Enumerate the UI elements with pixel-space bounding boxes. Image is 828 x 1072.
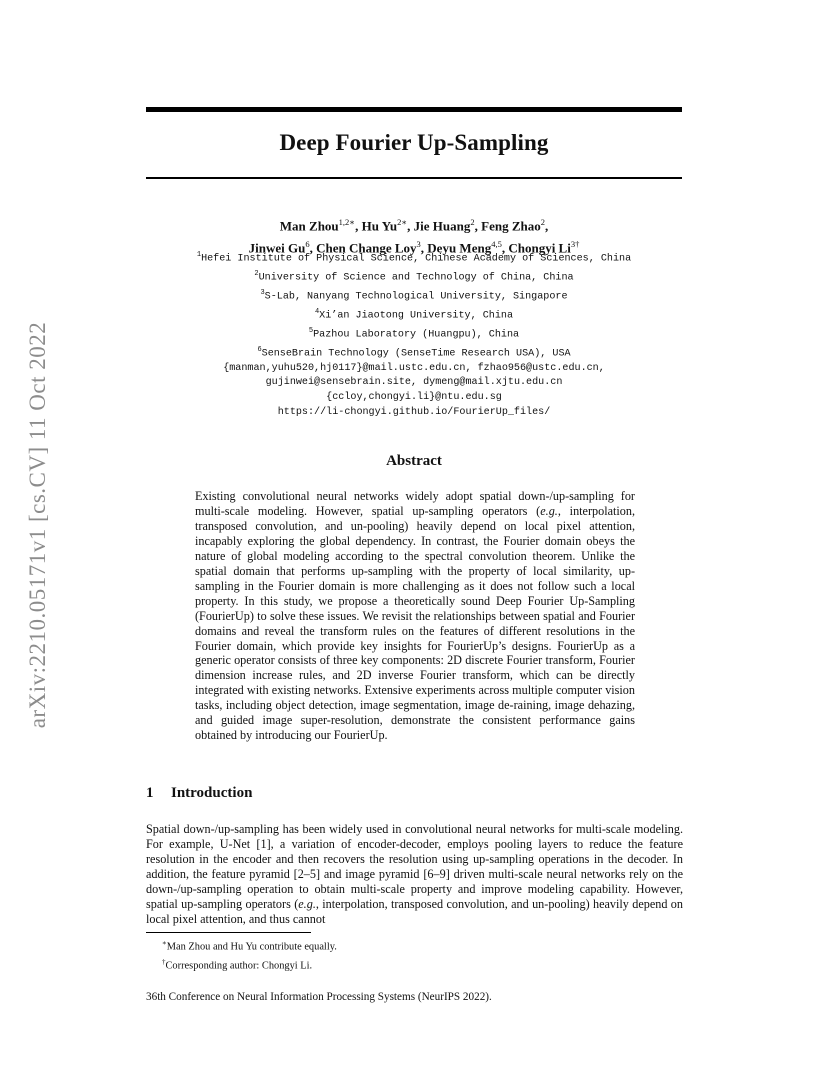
project-url-link[interactable]: https://li-chongyi.github.io/FourierUp_files/ [277, 406, 551, 418]
affiliation-line: $^5$Pazhou Laboratory (Huangpu), China [308, 326, 520, 341]
author-sup: 3 [416, 239, 421, 250]
footnote: ∗Man Zhou and Hu Yu contribute equally. [162, 939, 337, 953]
author-name: Hu Yu [361, 218, 398, 234]
conference-footer: 36th Conference on Neural Information Processing Systems (NeurIPS 2022). [146, 991, 492, 1003]
author-name: Chen Change Loy [316, 240, 417, 256]
affiliation-line: $^2$University of Science and Technology of China, China [254, 269, 574, 284]
affiliation-line: $^3$S-Lab, Nanyang Technological University, Singapore [260, 288, 568, 303]
author-name: Jie Huang [413, 218, 471, 234]
affiliation-block [120, 248, 708, 420]
affiliation-line: $^1$Hefei Institute of Physical Science, Chinese Academy of Sciences, China [196, 251, 632, 265]
author-name: Deyu Meng [427, 240, 492, 256]
email-line: {ccloy,chongyi.li}@ntu.edu.sg [326, 391, 502, 403]
author-sup: 2∗ [397, 217, 408, 227]
author-sup: 2 [540, 217, 545, 227]
author-name: Feng Zhao [481, 218, 541, 234]
title-rule-bottom [146, 177, 682, 179]
abstract-heading: Abstract [386, 453, 442, 469]
author-line-2: Jinwei Gu$^6$, Chen Change Loy$^3$, Deyu Meng$^{4,5}$, Chongyi $Li^{3\dagger}$ [248, 239, 580, 256]
section-number: 1 [146, 785, 154, 801]
author-name: Man Zhou [279, 218, 339, 234]
author-sup: 6 [305, 239, 310, 250]
footnotes [162, 936, 337, 974]
arxiv-identifier: arXiv:2210.05171v1 [cs.CV] 11 Oct 2022 [25, 321, 50, 729]
author-name: Jinwei Gu [248, 240, 306, 256]
section-title: Introduction [171, 785, 253, 801]
affiliation-line: $^4$Xi’an Jiaotong University, China [314, 307, 514, 322]
author-name: Chongyi Li [508, 240, 571, 256]
footnote: †Corresponding author: Chongyi Li. [162, 957, 313, 972]
abstract-text: Existing convolutional neural networks widely adopt spatial down-/up-sampling for multi-scale modeling. However, spatial up-sampling operators (e.g., interpolation, transposed convolution, and un-pooling) heavily depend on local pixel attention, incapably exploring the global dependency. In contrast, the Fourier domain obeys the nature of global modeling according to the spectral convolution theorem. Unlike the spatial domain that performs up-sampling with the property of local similarity, up-sampling in the Fourier domain is more challenging as it does not follow such a local property. In this study, we propose a theoretically sound Deep Fourier Up-Sampling (FourierUp) to solve these issues. We revisit the relationships between spatial and Fourier domains and reveal the transform rules on the features of different resolutions in the Fourier domain, which provide key insights for FourierUp’s designs. FourierUp as a generic operator consists of three key components: 2D discrete Fourier transform, Fourier dimension increase rules, and 2D inverse Fourier transform, which can be directly integrated with existing networks. Extensive experiments across multiple computer vision tasks, including object detection, image segmentation, image de-raining, image dehazing, and guided image super-resolution, demonstrate the consistent performance gains obtained by introducing our FourierUp. [195, 489, 636, 743]
introduction-paragraph: Spatial down-/up-sampling has been widely used in convolutional neural networks for multi-scale modeling. For example, U-Net [1], a variation of encoder-decoder, employs pooling layers to reduce the feature resolution in the encoder and then recovers the resolution using up-sampling operations in the decoder. In addition, the feature pyramid [2–5] and image pyramid [6–9] driven multi-scale neural networks rely on the down-/up-sampling operation to obtain multi-scale property and improve modeling capability. However, spatial up-sampling operators (e.g., interpolation, transposed convolution, and un-pooling) heavily depend on local pixel attention, and thus cannot [146, 822, 683, 927]
author-sup: 3† [570, 239, 580, 250]
author-line-1: Man Zhou$^{1,2∗}$, Hu $Yu^{2∗}$, Jie Huang$^2$, Feng Zhao$^2$, [279, 217, 549, 234]
section-heading [146, 785, 252, 802]
email-line: gujinwei@sensebrain.site, dymeng@mail.xjtu.edu.cn [265, 377, 563, 389]
author-sup: 1,2∗ [338, 217, 356, 227]
paper-title: Deep Fourier Up-Sampling [279, 130, 549, 155]
affiliation-line: $^6$SenseBrain Technology (SenseTime Research USA), USA [257, 345, 571, 360]
footnote-rule [146, 932, 311, 933]
email-line: {manman,yuhu520,hj0117}@mail.ustc.edu.cn, fzhao956@ustc.edu.cn, [223, 362, 605, 374]
author-sup: 2 [470, 217, 475, 227]
author-sup: 4,5 [491, 239, 502, 250]
title-rule-top [146, 107, 682, 112]
